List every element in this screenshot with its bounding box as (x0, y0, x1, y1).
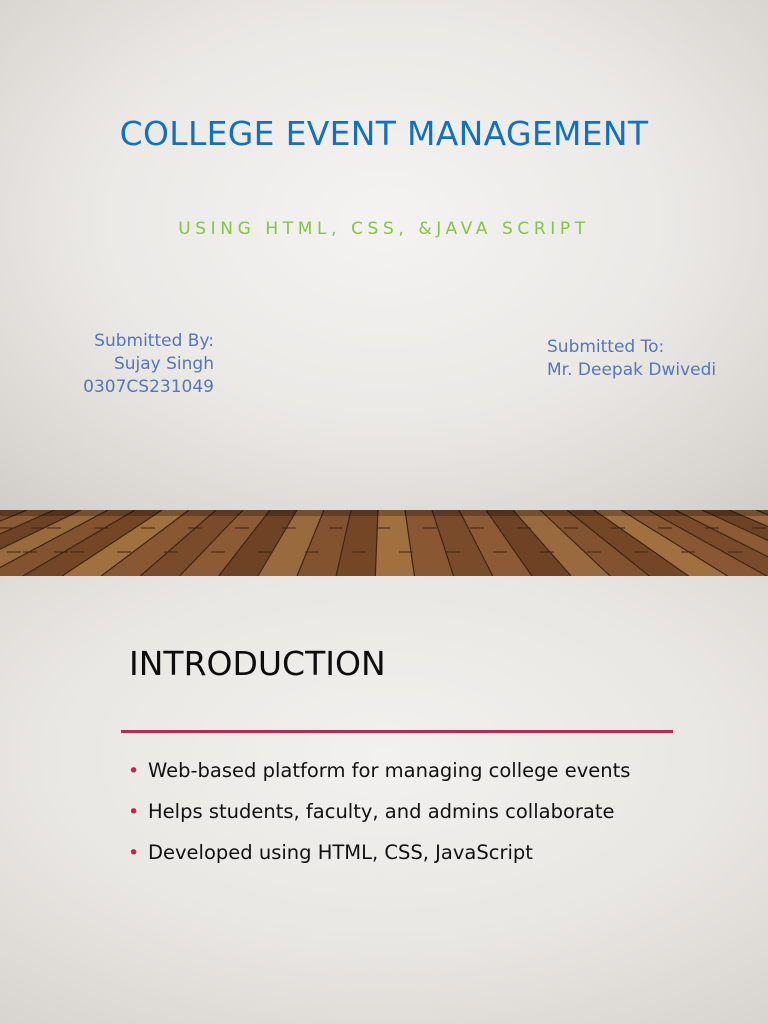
submitted-to-label: Submitted To: (547, 337, 665, 357)
guide-name: Mr. Deepak Dwivedi (547, 360, 717, 380)
list-item (128, 838, 688, 868)
list-item (128, 797, 688, 827)
wood-planks-graphic (0, 510, 768, 576)
bullet-icon: • (128, 801, 140, 823)
submitted-by-block (83, 330, 214, 399)
submitted-by-label: Submitted By: (94, 331, 214, 351)
bullet-text: Web-based platform for managing college events (148, 759, 631, 782)
wooden-floor-image (0, 510, 768, 576)
bullet-text: Developed using HTML, CSS, JavaScript (148, 841, 533, 864)
student-id: 0307CS231049 (83, 377, 214, 397)
submitted-to-block (547, 336, 716, 382)
list-item (128, 756, 688, 786)
student-name: Sujay Singh (113, 354, 214, 374)
intro-heading: INTRODUCTION (129, 644, 386, 683)
bullet-text: Helps students, faculty, and admins collaborate (148, 800, 615, 823)
bullet-icon: • (128, 842, 140, 864)
bullet-icon: • (128, 760, 140, 782)
introduction-slide (0, 576, 768, 1024)
heading-divider (121, 730, 673, 733)
slide-title: COLLEGE EVENT MANAGEMENT (119, 114, 649, 153)
bullet-list (128, 756, 688, 879)
slide-subtitle: USING HTML, CSS, &JAVA SCRIPT (178, 219, 590, 239)
